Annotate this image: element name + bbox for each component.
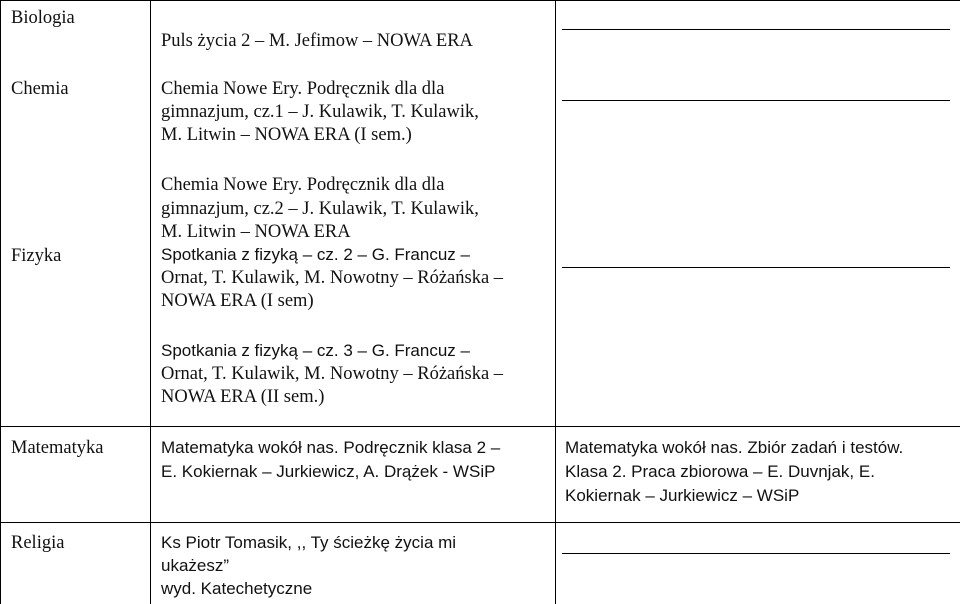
- blank-line-chemia-1: [562, 100, 950, 101]
- textbook-chemia-2-line-1: Chemia Nowe Ery. Podręcznik dla dla: [161, 175, 445, 195]
- blank-line-biologia: [562, 29, 950, 30]
- textbook-matematyka-line-1: Matematyka wokół nas. Podręcznik klasa 2 –: [161, 438, 501, 457]
- blank-line-religia: [562, 553, 950, 554]
- textbook-chemia-1-line-2: gimnazjum, cz.1 – J. Kulawik, T. Kulawik,: [161, 102, 479, 122]
- subject-fizyka: Fizyka: [11, 246, 62, 266]
- column-divider-1: [150, 0, 151, 604]
- exercise-matematyka-line-3: Kokiernak – Jurkiewicz – WSiP: [565, 486, 800, 505]
- textbook-fizyka-2-line-2: Ornat, T. Kulawik, M. Nowotny – Różańska –: [161, 364, 504, 384]
- textbook-chemia-2-line-3: M. Litwin – NOWA ERA: [161, 222, 351, 242]
- textbook-fizyka-1-line-3: NOWA ERA (I sem): [161, 291, 314, 311]
- textbook-biologia-line-1: Puls życia 2 – M. Jefimow – NOWA ERA: [161, 31, 473, 51]
- textbook-chemia-1-line-1: Chemia Nowe Ery. Podręcznik dla dla: [161, 79, 445, 99]
- subject-biologia: Biologia: [11, 8, 75, 28]
- subject-matematyka: Matematyka: [11, 438, 104, 458]
- table-border-top: [0, 0, 960, 1]
- subject-religia: Religia: [11, 533, 65, 553]
- exercise-matematyka-line-2: Klasa 2. Praca zbiorowa – E. Duvnjak, E.: [565, 462, 875, 481]
- textbook-chemia-2-line-2: gimnazjum, cz.2 – J. Kulawik, T. Kulawik,: [161, 199, 479, 219]
- textbook-fizyka-1-line-1: Spotkania z fizyką – cz. 2 – G. Francuz –: [161, 245, 470, 264]
- column-divider-2: [555, 0, 556, 604]
- textbook-religia-line-2: ukażesz”: [161, 556, 230, 575]
- subject-chemia: Chemia: [11, 79, 69, 99]
- textbook-fizyka-1-line-2: Ornat, T. Kulawik, M. Nowotny – Różańska –: [161, 268, 504, 288]
- textbook-religia-line-1: Ks Piotr Tomasik, ,, Ty ścieżkę życia mi: [161, 533, 457, 552]
- row-divider-religion: [0, 522, 960, 523]
- row-divider-math: [0, 426, 960, 427]
- textbook-fizyka-2-line-3: NOWA ERA (II sem.): [161, 387, 325, 407]
- textbook-matematyka-line-2: E. Kokiernak – Jurkiewicz, A. Drążek - WSiP: [161, 462, 496, 481]
- exercise-matematyka-line-1: Matematyka wokół nas. Zbiór zadań i testów.: [565, 438, 904, 457]
- textbook-chemia-1-line-3: M. Litwin – NOWA ERA (I sem.): [161, 125, 412, 145]
- textbook-fizyka-2-line-1: Spotkania z fizyką – cz. 3 – G. Francuz –: [161, 341, 470, 360]
- textbook-religia-line-3: wyd. Katechetyczne: [161, 579, 313, 598]
- blank-line-fizyka: [562, 267, 950, 268]
- table-border-left: [0, 0, 1, 604]
